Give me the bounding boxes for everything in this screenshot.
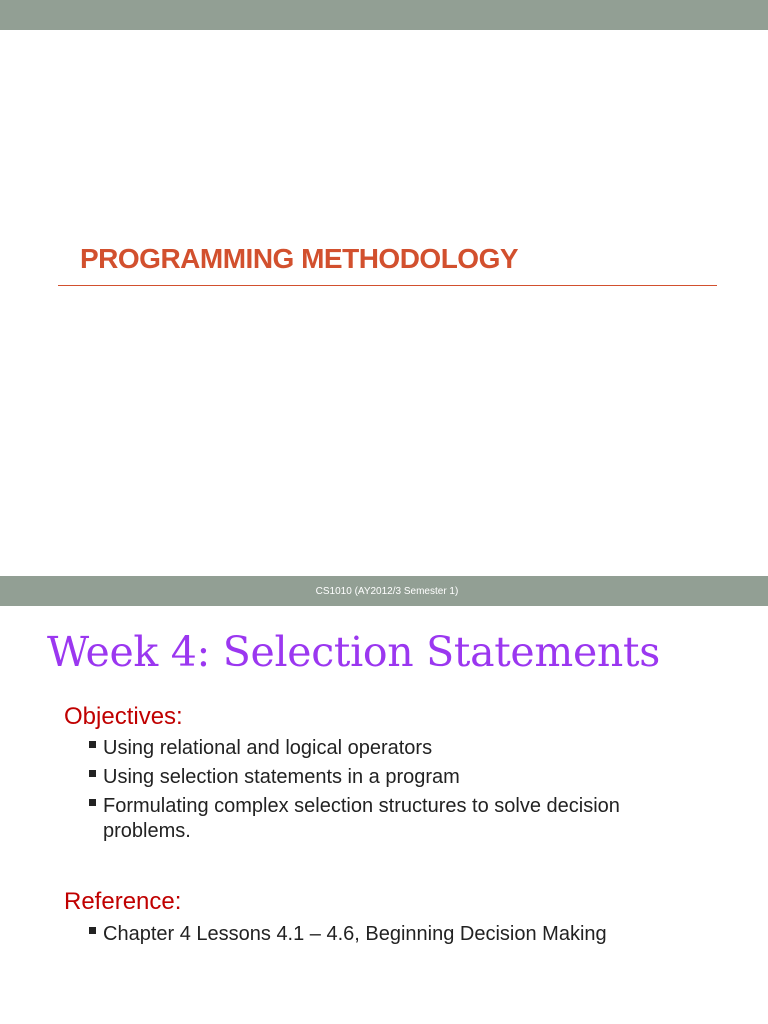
reference-heading: Reference: — [64, 888, 182, 915]
objective-item — [88, 794, 663, 844]
square-bullet-icon — [89, 741, 96, 748]
square-bullet-icon — [89, 770, 96, 777]
objective-item — [88, 736, 663, 761]
objective-text: Formulating complex selection structures to solve decision problems. — [103, 795, 620, 842]
reference-text: Chapter 4 Lessons 4.1 – 4.6, Beginning Decision Making — [103, 923, 607, 945]
slide-title: Week 4: Selection Statements — [47, 628, 660, 676]
objective-text: Using selection statements in a program — [103, 766, 460, 788]
objective-item — [88, 765, 663, 790]
footer-bar — [0, 576, 768, 606]
objective-text: Using relational and logical operators — [103, 737, 433, 759]
footer-text: CS1010 (AY2012/3 Semester 1) — [315, 585, 459, 597]
course-title: PROGRAMMING METHODOLOGY — [80, 243, 519, 274]
objectives-list — [88, 736, 663, 848]
square-bullet-icon — [89, 927, 96, 934]
objectives-heading: Objectives: — [64, 703, 183, 730]
title-divider — [58, 285, 717, 286]
top-bar — [0, 0, 768, 30]
reference-list — [88, 922, 663, 951]
reference-item — [88, 922, 663, 947]
square-bullet-icon — [89, 799, 96, 806]
